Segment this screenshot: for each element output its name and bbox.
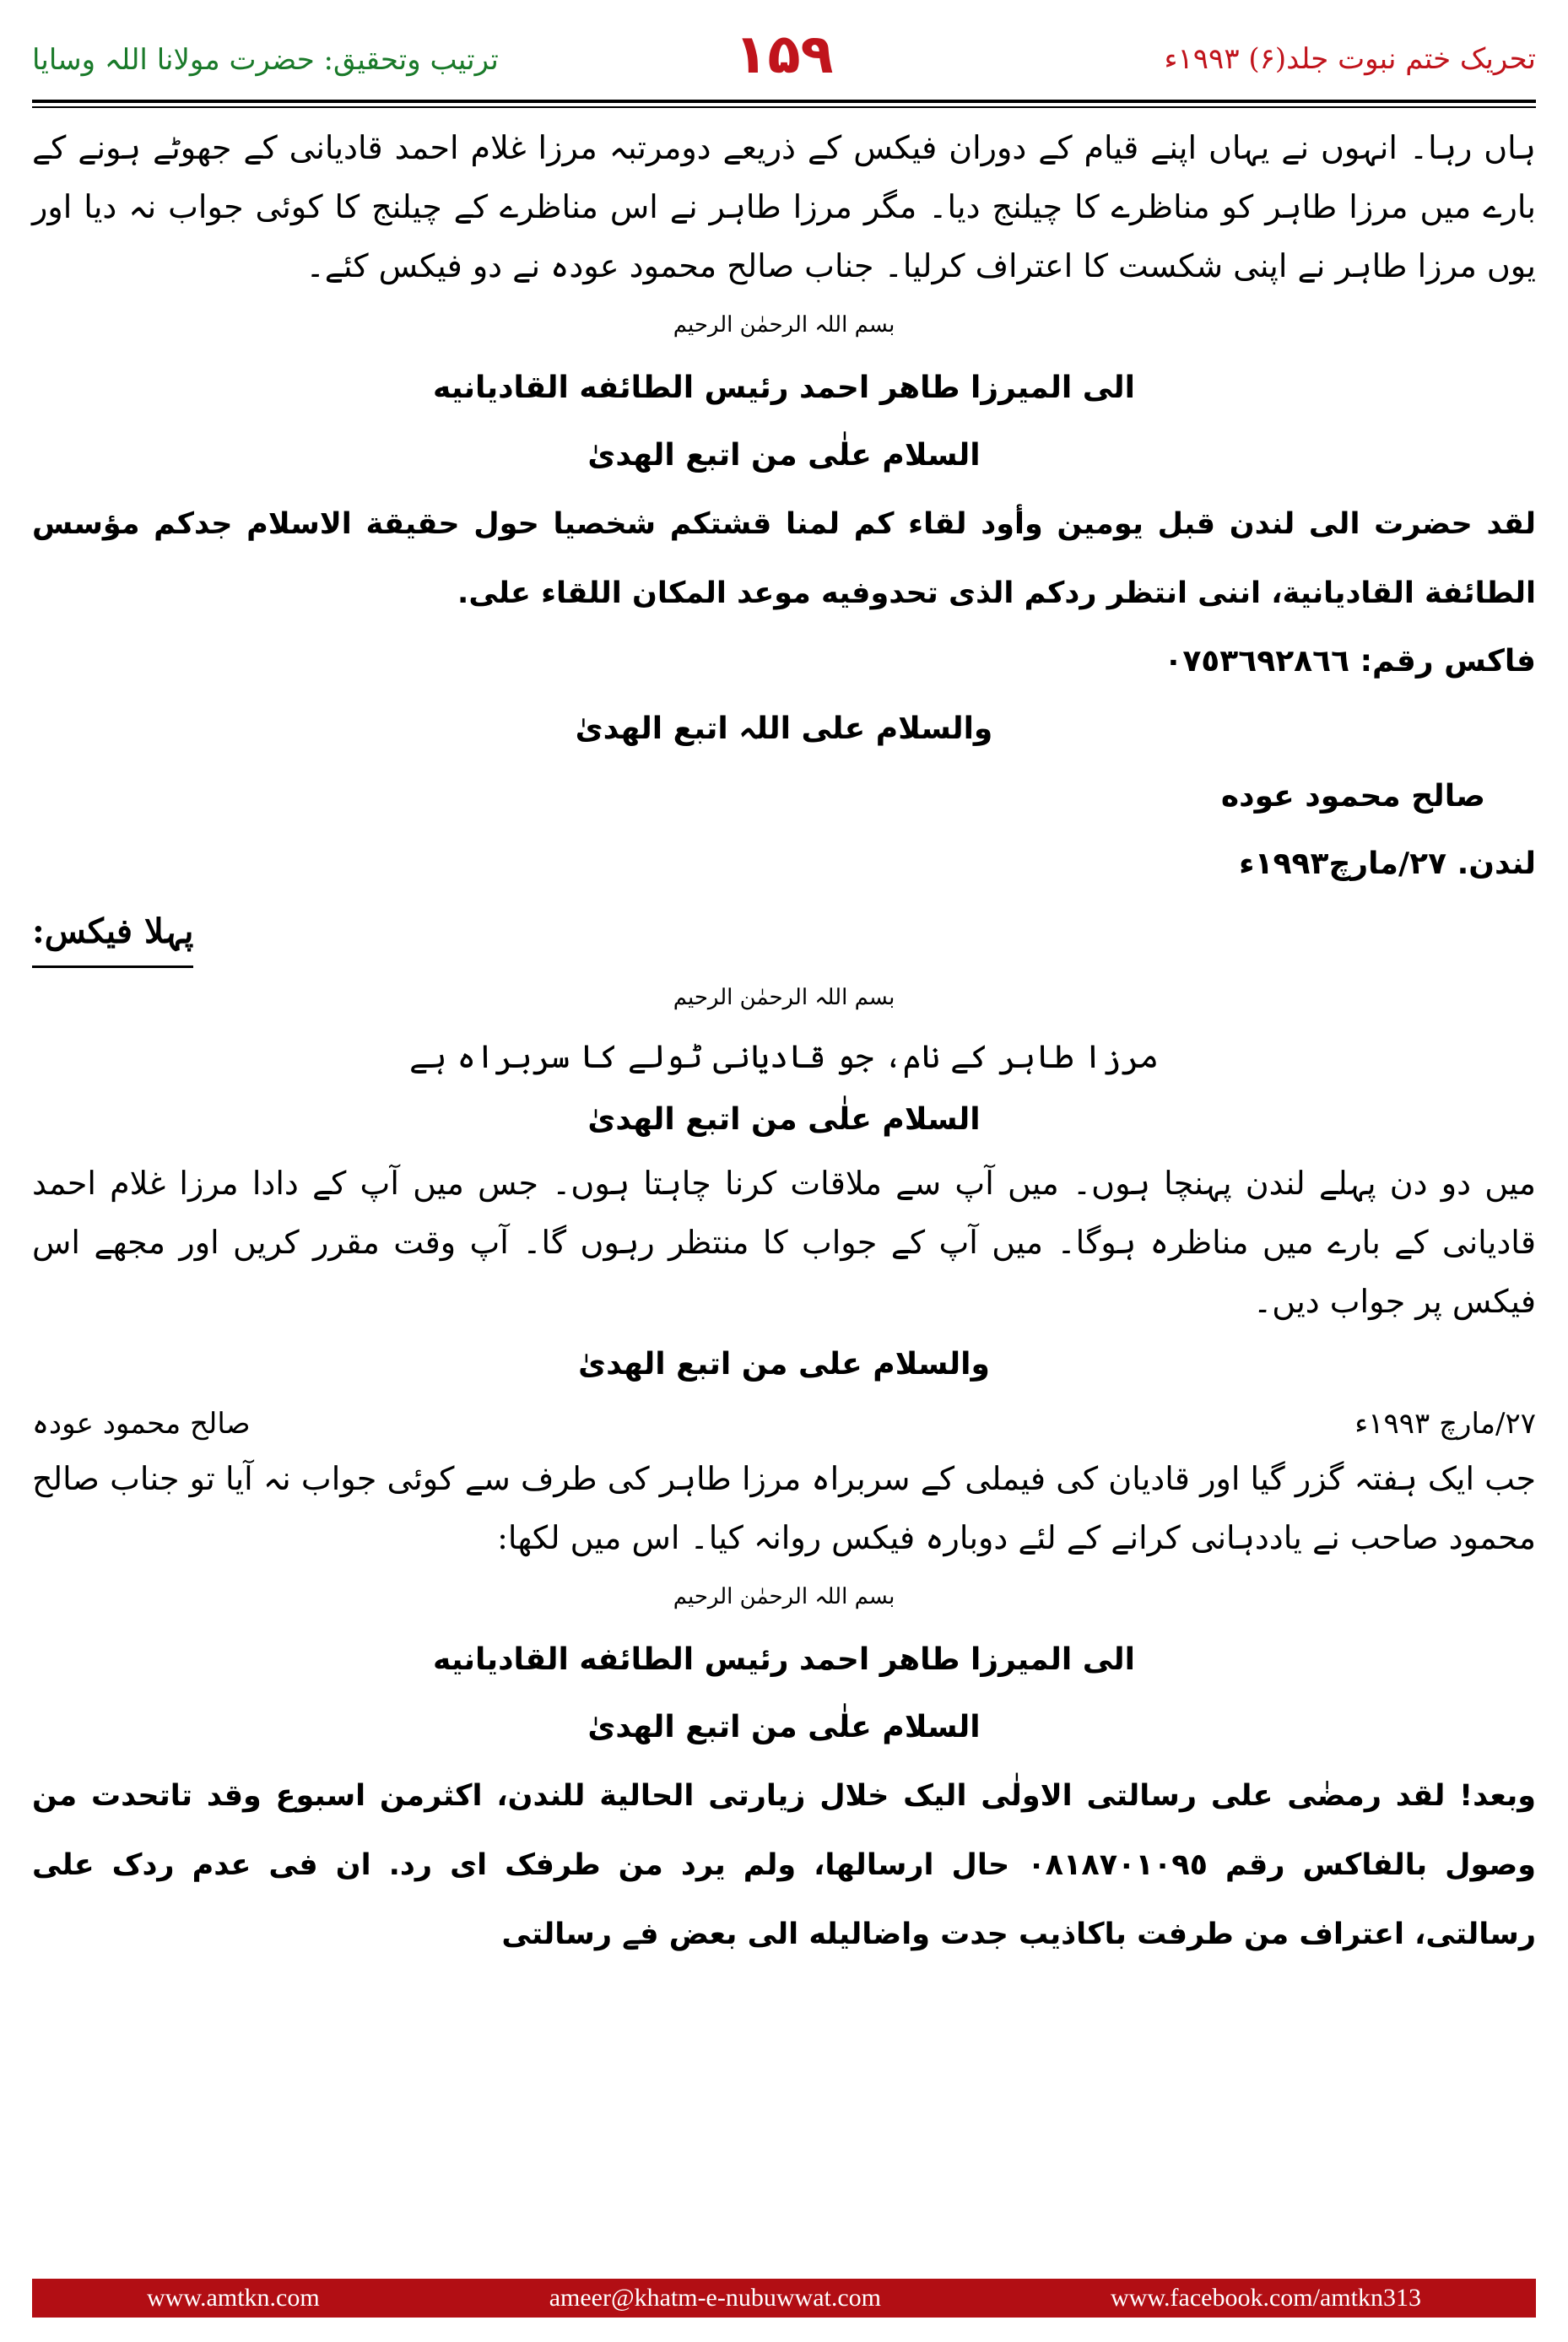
fax1-recipient: الی المیرزا طاهر احمد رئیس الطائفه القادیانیه [433, 371, 1135, 405]
fax1-closing: والسلام علی اللہ اتبع الهدیٰ [575, 711, 993, 746]
header-book-title: تحریک ختم نبوت جلد(۶) ۱۹۹۳ء [1164, 42, 1536, 76]
footer-website-link[interactable]: www.amtkn.com [147, 2284, 320, 2312]
intro-paragraph: ہاں رہا۔ انہوں نے یہاں اپنے قیام کے دوران فیکس کے ذریعے دومرتبہ مرزا غلام احمد قادیانی کے جھوٹے ہونے کے بارے میں مرزا طاہر کو مناظرے کا چیلنج دیا۔ مگر مرزا طاہر نے اس مناظرے کے چیلنج کا کوئی جواب نہ دیا اور یوں مرزا طاہر نے اپنی شکست کا اعتراف کرلیا۔ جناب صالح محمود عودہ نے دو فیکس کئے۔ [32, 129, 1536, 284]
fax1-signatory: صالح محمود عوده [1220, 779, 1485, 814]
fax1-urdu-salaam: السلام علٰی من اتبع الهدیٰ [587, 1102, 981, 1137]
fax2-body: وبعد! لقد رمضٰی علی رسالتی الاولٰی الیک خلال زیارتی الحالیة للندن، اکثرمن اسبوع وقد تاتحدت من وصول بالفاکس رقم ٠٨١٨٧٠١٠٩٥ حال ارسالها، ولم یرد من طرفک ای رد. ان فی عدم ردک علی رسالتی، اعتراف من طرفت باکاذیب جدت واضالیله الی بعض فے رسالتی [32, 1779, 1536, 1951]
fax1-urdu-signature-row [32, 1398, 1536, 1449]
page-body [32, 118, 1536, 1969]
page-header [32, 24, 1536, 100]
header-rule-thin [32, 106, 1536, 108]
bismillah-3: بسم اللہ الرحمٰن الرحیم [673, 1584, 895, 1609]
page-number: ۱۵۹ [734, 24, 834, 86]
fax2-salaam: السلام علٰی من اتبع الهدیٰ [587, 1710, 981, 1744]
page-footer [32, 2279, 1536, 2318]
footer-email-link[interactable]: ameer@khatm-e-nubuwwat.com [549, 2284, 881, 2312]
fax2-recipient: الی المیرزا طاهر احمد رئیس الطائفه القادیانیه [433, 1642, 1135, 1677]
bismillah: بسم اللہ الرحمٰن الرحیم [673, 312, 895, 338]
fax1-urdu-recipient: مرزا طاہر کے نام، جو قادیانی ٹولے کا سربراہ ہے [408, 1038, 1159, 1075]
middle-paragraph: جب ایک ہفتہ گزر گیا اور قادیان کی فیملی کے سربراہ مرزا طاہر کی طرف سے کوئی جواب نہ آیا تو جناب صالح محمود صاحب نے یاددہانی کرانے کے لئے دوبارہ فیکس روانہ کیا۔ اس میں لکھا: [32, 1460, 1536, 1556]
fax1-number: فاکس رقم: ٠٧٥٣٦٩٢٨٦٦ [1164, 644, 1536, 679]
fax1-place-date: لندن. ٢٧/مارچ١٩٩٣ء [1239, 846, 1536, 881]
fax1-salaam: السلام علٰی من اتبع الهدیٰ [587, 438, 981, 473]
fax1-urdu-body: میں دو دن پہلے لندن پہنچا ہوں۔ میں آپ سے ملاقات کرنا چاہتا ہوں۔ جس میں آپ کے دادا مرزا غلام احمد قادیانی کے بارے میں مناظرہ ہوگا۔ میں آپ کے جواب کا منتظر رہوں گا۔ آپ وقت مقرر کریں اور مجھے اس فیکس پر جواب دیں۔ [32, 1165, 1536, 1320]
footer-facebook-link[interactable]: www.facebook.com/amtkn313 [1111, 2284, 1421, 2312]
first-fax-heading-text: پہلا فیکس: [32, 898, 193, 968]
fax1-urdu-date: ۲۷/مارچ ۱۹۹۳ء [1354, 1407, 1536, 1441]
fax1-body: لقد حضرت الی لندن قبل یومین وأود لقاء کم لمنا قشتکم شخصیا حول حقیقة الاسلام جدکم مؤسس الطائفة القادیانیة، اننی انتظر ردکم الذی تحدوفیه موعد المکان اللقاء علی. [32, 507, 1536, 610]
header-compiler: ترتیب وتحقیق: حضرت مولانا اللہ وسایا [32, 43, 499, 77]
first-fax-heading [32, 898, 1536, 968]
fax1-urdu-name: صالح محمود عودہ [32, 1407, 251, 1441]
header-rule [32, 100, 1536, 103]
bismillah-2: بسم اللہ الرحمٰن الرحیم [673, 985, 895, 1010]
fax1-urdu-closing: والسلام علی من اتبع الهدیٰ [578, 1347, 990, 1382]
